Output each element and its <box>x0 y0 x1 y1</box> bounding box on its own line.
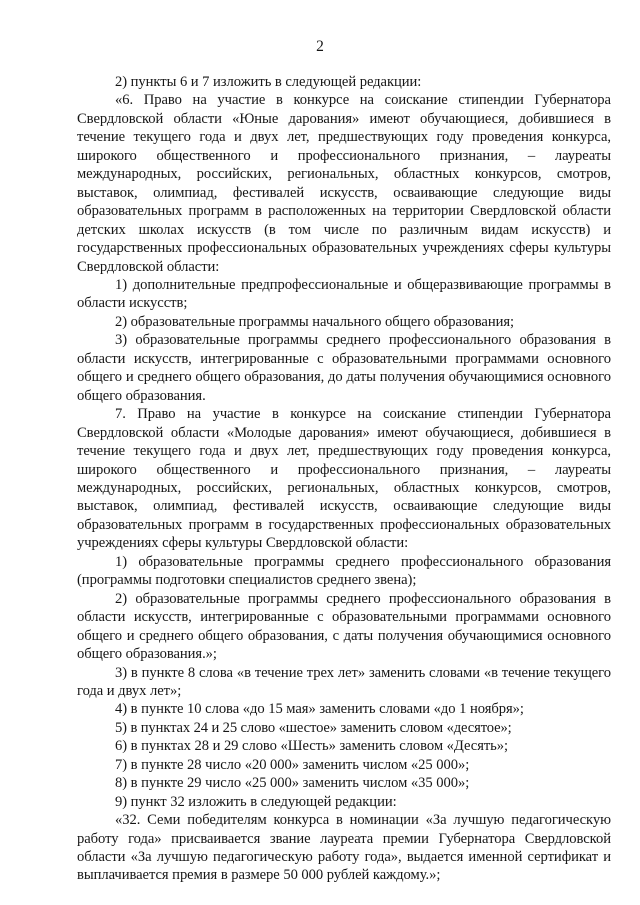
paragraph-clause-7-item-1: 1) образовательные программы среднего профессионального образования (программы подготовки специалистов среднего звена); <box>77 553 611 589</box>
paragraph-clause-6-item-3: 3) образовательные программы среднего профессионального образования в области искусств, интегрированные с образовательными программами основного общего и среднего общего образования, до даты получения обучающимися основного общего образования. <box>77 332 611 404</box>
paragraph-clause-7-item-2: 2) образовательные программы среднего профессионального образования в области искусств, интегрированные с образовательными программами основного общего и среднего общего образования, с даты получения обучающимися основного общего образования.»; <box>77 590 611 663</box>
paragraph-clause-6-item-2: 2) образовательные программы начального общего образования; <box>115 313 515 330</box>
paragraph-amendment-5: 5) в пунктах 24 и 25 слово «шестое» заменить словом «десятое»; <box>115 719 512 736</box>
paragraph-amendment-3: 3) в пункте 8 слова «в течение трех лет» заменить словами «в течение текущего года и двух лет»; <box>77 664 611 699</box>
paragraph-clause-6: «6. Право на участие в конкурсе на соискание стипендии Губернатора Свердловской области «Юные дарования» имеют обучающиеся, добившиеся в течение текущего года и двух лет, предшествующих году проведения конкурса, широкого общественного и профессионального признания, – лауреаты международных, российских, региональных, областных конкурсов, смотров, выставок, олимпиад, фестивалей искусств, осваивающие следующие виды образовательных программ в расположенных на территории Свердловской области детских школах искусств (в том числе по различным видам искусств) и государственных профессиональных образовательных учреждениях сферы культуры Свердловской области: <box>77 92 611 275</box>
page-number: 2 <box>316 38 324 55</box>
paragraph-amendment-7: 7) в пункте 28 число «20 000» заменить числом «25 000»; <box>115 756 470 773</box>
document-body <box>77 73 611 885</box>
paragraph-amendment-8: 8) в пункте 29 число «25 000» заменить числом «35 000»; <box>115 775 470 792</box>
paragraph-clause-7: 7. Право на участие в конкурсе на соискание стипендии Губернатора Свердловской области «Молодые дарования» имеют обучающиеся, добившиеся в течение текущего года и двух лет, предшествующих году проведения конкурса, широкого общественного и профессионального признания, – лауреаты международных, российских, региональных, областных конкурсов, смотров, выставок, олимпиад, фестивалей искусств, осваивающие следующие виды образовательных программ в государственных профессиональных образовательных учреждениях сферы культуры Свердловской области: <box>77 406 611 552</box>
paragraph-clause-32: «32. Семи победителям конкурса в номинации «За лучшую педагогическую работу года» присваивается звание лауреата премии Губернатора Свердловской области «За лучшую педагогическую работу года», выдается именной сертификат и выплачивается премия в размере 50 000 рублей каждому.»; <box>77 812 611 884</box>
paragraph-clause-6-item-1: 1) дополнительные предпрофессиональные и общеразвивающие программы в области искусств; <box>77 276 611 312</box>
paragraph-amendment-6: 6) в пунктах 28 и 29 слово «Шесть» заменить словом «Десять»; <box>115 738 509 755</box>
paragraph-amendment-4: 4) в пункте 10 слова «до 15 мая» заменить словами «до 1 ноября»; <box>115 701 524 718</box>
paragraph-amendment-9: 9) пункт 32 изложить в следующей редакции: <box>115 793 397 810</box>
paragraph-amendment-2: 2) пункты 6 и 7 изложить в следующей редакции: <box>115 74 422 90</box>
